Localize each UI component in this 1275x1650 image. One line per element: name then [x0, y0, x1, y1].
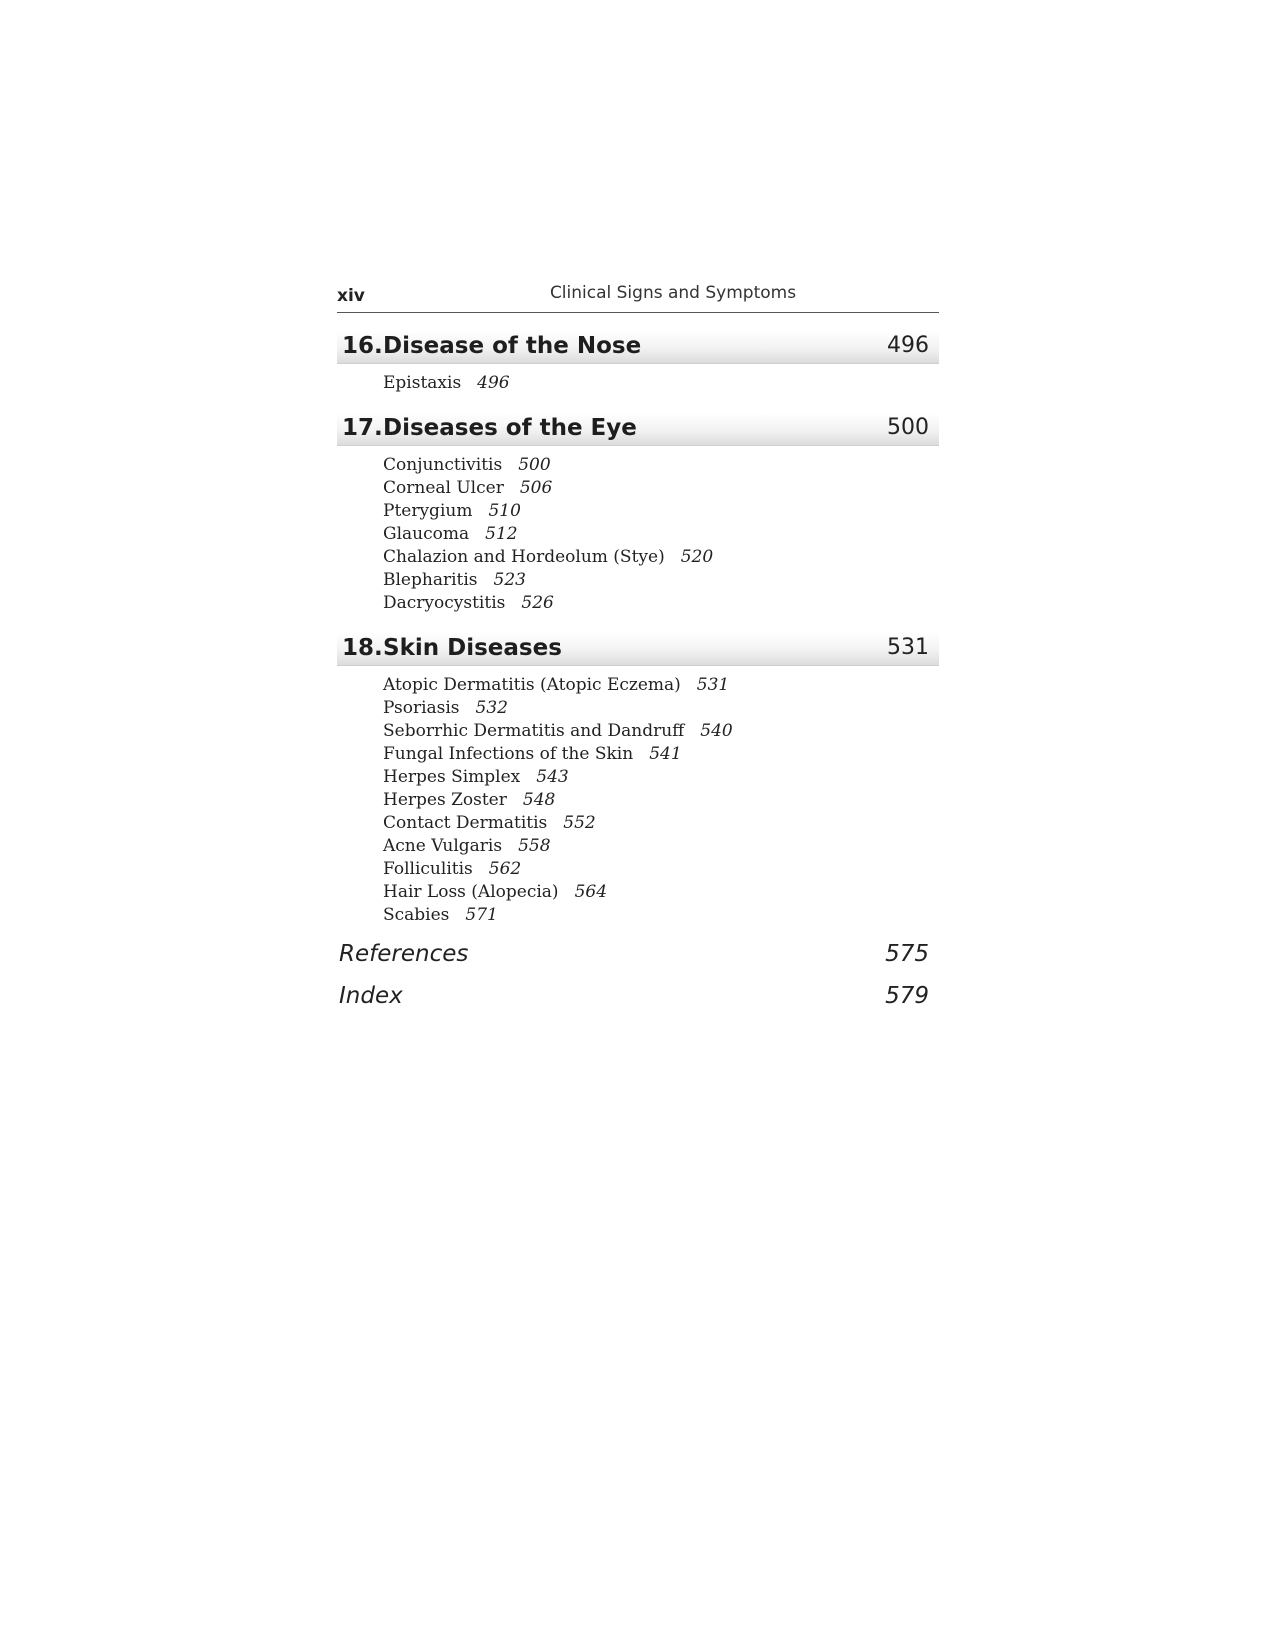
- toc-entry[interactable]: [383, 500, 939, 523]
- entry-title: Dacryocystitis: [383, 593, 506, 613]
- references-title: References: [339, 941, 469, 967]
- entry-page-number: 548: [522, 790, 556, 810]
- references-page-number: 575: [885, 941, 929, 967]
- toc-entry[interactable]: [383, 477, 939, 500]
- references-entry[interactable]: [337, 935, 939, 977]
- toc-entry[interactable]: [383, 523, 939, 546]
- chapter-title: Skin Diseases: [383, 635, 562, 661]
- toc-entry[interactable]: [383, 881, 939, 904]
- entry-title: Glaucoma: [383, 524, 470, 544]
- toc-entry[interactable]: [383, 743, 939, 766]
- entry-title: Atopic Dermatitis (Atopic Eczema): [383, 675, 681, 695]
- entry-page-number: 512: [485, 524, 518, 544]
- toc-entry[interactable]: [383, 697, 939, 720]
- index-title: Index: [339, 983, 403, 1009]
- entry-title: Acne Vulgaris: [383, 836, 503, 856]
- index-entry[interactable]: [337, 977, 939, 1019]
- section-list: [337, 454, 939, 615]
- entry-title: Herpes Simplex: [383, 767, 521, 787]
- entry-page-number: 532: [475, 698, 508, 718]
- entry-page-number: 562: [488, 859, 522, 879]
- entry-page-number: 540: [700, 721, 733, 741]
- chapter-heading[interactable]: [337, 413, 939, 446]
- entry-page-number: 552: [563, 813, 596, 833]
- entry-title: Fungal Infections of the Skin: [383, 744, 634, 764]
- entry-title: Contact Dermatitis: [383, 813, 548, 833]
- chapter-page-number: 531: [887, 635, 929, 660]
- toc-entry[interactable]: [383, 720, 939, 743]
- entry-title: Corneal Ulcer: [383, 478, 504, 498]
- chapter-number: 17.: [342, 415, 383, 441]
- entry-page-number: 541: [649, 744, 682, 764]
- entry-page-number: 506: [519, 478, 553, 498]
- entry-title: Pterygium: [383, 501, 473, 521]
- page-folio: xiv: [337, 286, 365, 306]
- chapter-heading[interactable]: [337, 633, 939, 666]
- entry-page-number: 510: [488, 501, 521, 521]
- entry-page-number: 496: [477, 373, 510, 393]
- toc-entry[interactable]: [383, 858, 939, 881]
- chapter-heading[interactable]: [337, 331, 939, 364]
- toc-entry[interactable]: [383, 372, 939, 395]
- toc-entry[interactable]: [383, 812, 939, 835]
- toc-entry[interactable]: [383, 592, 939, 615]
- toc-entry[interactable]: [383, 835, 939, 858]
- entry-page-number: 531: [696, 675, 730, 695]
- chapter-number: 18.: [342, 635, 383, 661]
- chapter-page-number: 496: [887, 333, 929, 358]
- entry-page-number: 571: [465, 905, 498, 925]
- index-page-number: 579: [885, 983, 929, 1009]
- chapter-number: 16.: [342, 333, 383, 359]
- entry-page-number: 558: [518, 836, 551, 856]
- entry-title: Herpes Zoster: [383, 790, 507, 810]
- entry-title: Seborrhic Dermatitis and Dandruff: [383, 721, 685, 741]
- entry-page-number: 523: [493, 570, 526, 590]
- chapter-title: Disease of the Nose: [383, 333, 642, 359]
- entry-title: Epistaxis: [383, 373, 462, 393]
- chapter-18: [337, 633, 939, 927]
- entry-page-number: 500: [518, 455, 551, 475]
- running-head: [337, 280, 939, 313]
- toc-entry[interactable]: [383, 789, 939, 812]
- toc-entry[interactable]: [383, 454, 939, 477]
- chapter-17: [337, 413, 939, 615]
- entry-title: Folliculitis: [383, 859, 473, 879]
- entry-title: Blepharitis: [383, 570, 478, 590]
- chapter-page-number: 500: [887, 415, 929, 440]
- toc-entry[interactable]: [383, 546, 939, 569]
- entry-title: Chalazion and Hordeolum (Stye): [383, 547, 665, 567]
- toc-entry[interactable]: [383, 569, 939, 592]
- toc-entry[interactable]: [383, 904, 939, 927]
- section-list: [337, 372, 939, 395]
- section-list: [337, 674, 939, 927]
- entry-title: Conjunctivitis: [383, 455, 503, 475]
- toc-entry[interactable]: [383, 674, 939, 697]
- entry-title: Psoriasis: [383, 698, 460, 718]
- entry-page-number: 520: [680, 547, 714, 567]
- book-title: Clinical Signs and Symptoms: [549, 283, 797, 303]
- toc-entry[interactable]: [383, 766, 939, 789]
- entry-page-number: 526: [521, 593, 554, 613]
- entry-page-number: 543: [536, 767, 569, 787]
- entry-page-number: 564: [574, 882, 608, 902]
- entry-title: Scabies: [383, 905, 450, 925]
- entry-title: Hair Loss (Alopecia): [383, 882, 559, 902]
- table-of-contents: [337, 280, 939, 1019]
- chapter-title: Diseases of the Eye: [383, 415, 637, 441]
- chapter-16: [337, 331, 939, 395]
